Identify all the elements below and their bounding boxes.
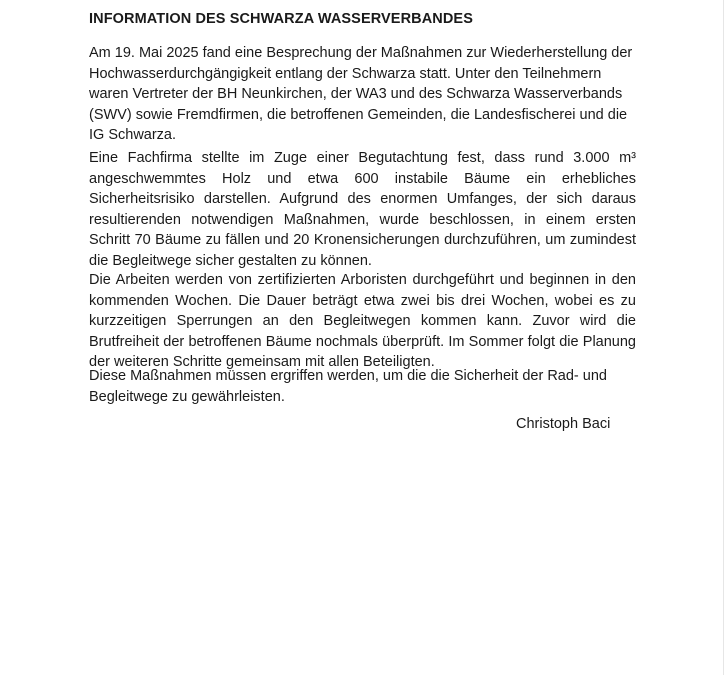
paragraph-assessment: Eine Fachfirma stellte im Zuge einer Begutachtung fest, dass rund 3.000 m³ angeschwemmtes Holz und etwa 600 instabile Bäume ein erhebliches Sicherheitsrisiko darstellen. Aufgrund des enormen Umfanges, der sich daraus resultierenden notwendigen Maßnahmen, wurde beschlossen, in einem ersten Schritt 70 Bäume zu fällen und 20 Kronensicherungen durchzuführen, um zumindest die Begleitwege sicher gestalten zu können. (89, 150, 636, 269)
document-title: INFORMATION DES SCHWARZA WASSERVERBANDES (89, 11, 473, 27)
signature: Christoph Baci (516, 416, 611, 432)
paragraph-works: Die Arbeiten werden von zertifizierten Arboristen durchgeführt und beginnen in den kommenden Wochen. Die Dauer beträgt etwa zwei bis drei Wochen, wobei es zu kurzzeitigen Sperrungen an den Begleitwegen kommen kann. Zuvor wird die Brutfreiheit der betroffenen Bäume nochmals überprüft. Im Sommer folgt die Planung der weiteren Schritte gemeinsam mit allen Beteiligten. (89, 272, 636, 370)
paragraph-conclusion: Diese Maßnahmen müssen ergriffen werden, um die die Sicherheit der Rad- und Begleitwege zu gewährleisten. (89, 368, 607, 405)
paragraph-meeting: Am 19. Mai 2025 fand eine Besprechung der Maßnahmen zur Wiederherstellung der Hochwasserdurchgängigkeit entlang der Schwarza statt. Unter den Teilnehmern waren Vertreter der BH Neunkirchen, der WA3 und des Schwarza Wasserverbands (SWV) sowie Fremdfirmen, die betroffenen Gemeinden, die Landesfischerei und die IG Schwarza. (89, 45, 633, 143)
